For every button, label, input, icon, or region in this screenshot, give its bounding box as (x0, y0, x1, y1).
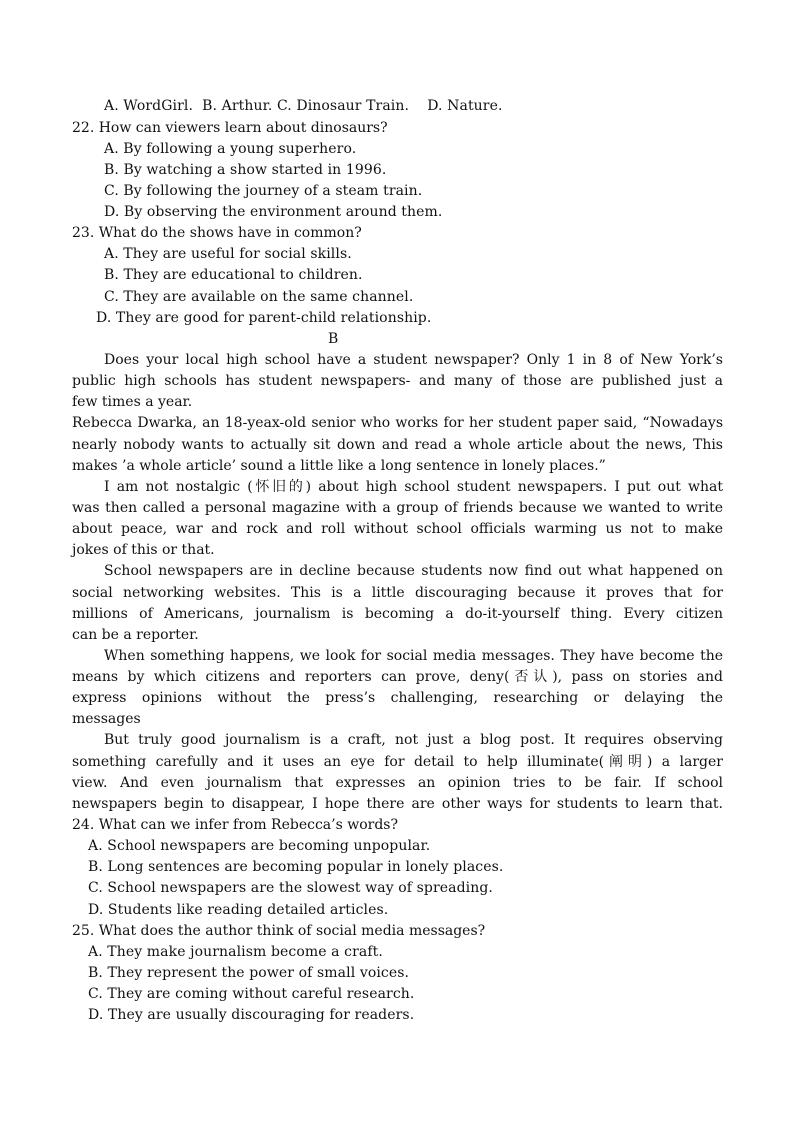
passage-line: newspapers begin to disappear, I hope there are other ways for students to learn that. (72, 796, 723, 812)
passage-line: view. And even journalism that expresses an opinion tries to be fair. If school (72, 775, 723, 791)
passage-line: I am not nostalgic (怀旧的) about high school student newspapers. I put out what (104, 479, 723, 495)
q25-option-c: C. They are coming without careful research. (88, 986, 415, 1002)
q24-option-a: A. School newspapers are becoming unpopular. (88, 838, 431, 854)
q24-option-c: C. School newspapers are the slowest way of spreading. (88, 880, 493, 896)
q23-option-b: B. They are educational to children. (104, 267, 363, 283)
q24-option-b: B. Long sentences are becoming popular in lonely places. (88, 859, 504, 875)
passage-line: messages (72, 711, 141, 727)
q25-option-a: A. They make journalism become a craft. (88, 944, 383, 960)
passage-line: When something happens, we look for social media messages. They have become the (104, 648, 723, 664)
passage-line: something carefully and it uses an eye for detail to help illuminate(阐明) a larger (72, 754, 723, 770)
q22-question: 22. How can viewers learn about dinosaurs? (72, 120, 388, 136)
q22-option-d: D. By observing the environment around them. (104, 204, 443, 220)
passage-line: Does your local high school have a student newspaper? Only 1 in 8 of New York’s (104, 352, 723, 368)
passage-line: Rebecca Dwarka, an 18-yeax-old senior who works for her student paper said, “Nowadays (72, 415, 723, 431)
q23-option-c: C. They are available on the same channel. (104, 289, 414, 305)
q23-option-d: D. They are good for parent-child relationship. (96, 310, 432, 326)
passage-line: nearly nobody wants to actually sit down and read a whole article about the news, This (72, 437, 723, 453)
passage-line: means by which citizens and reporters can prove, deny(否认), pass on stories and (72, 669, 723, 685)
q24-question: 24. What can we infer from Rebecca’s words? (72, 817, 398, 833)
passage-line: makes ’a whole article’ sound a little like a long sentence in lonely places.” (72, 458, 606, 474)
q23-question: 23. What do the shows have in common? (72, 225, 362, 241)
passage-line: But truly good journalism is a craft, not just a blog post. It requires observing (104, 732, 723, 748)
passage-line: few times a year. (72, 394, 193, 410)
passage-line: was then called a personal magazine with a group of friends because we wanted to write (72, 500, 723, 516)
q21-option-d: D. Nature. (427, 98, 503, 114)
q21-option-c: C. Dinosaur Train. (276, 98, 410, 114)
section-b-heading: B (328, 331, 339, 347)
q22-option-b: B. By watching a show started in 1996. (104, 162, 387, 178)
q25-option-b: B. They represent the power of small voices. (88, 965, 410, 981)
q21-option-b: B. Arthur. (202, 98, 273, 114)
passage-line: public high schools has student newspapers- and many of those are published just a (72, 373, 723, 389)
passage-line: School newspapers are in decline because students now find out what happened on (104, 563, 723, 579)
q25-question: 25. What does the author think of social media messages? (72, 923, 486, 939)
q25-option-d: D. They are usually discouraging for readers. (88, 1007, 415, 1023)
q21-options-line (104, 96, 503, 117)
q22-option-c: C. By following the journey of a steam train. (104, 183, 423, 199)
passage-line: can be a reporter. (72, 627, 199, 643)
q22-option-a: A. By following a young superhero. (104, 141, 357, 157)
passage-line: express opinions without the press’s challenging, researching or delaying the (72, 690, 723, 706)
q21-option-a: A. WordGirl. (104, 98, 194, 114)
passage-line: social networking websites. This is a little discouraging because it proves that for (72, 585, 723, 601)
q24-option-d: D. Students like reading detailed articles. (88, 902, 389, 918)
q23-option-a: A. They are useful for social skills. (104, 246, 352, 262)
passage-line: about peace, war and rock and roll without school officials warming us not to make (72, 521, 723, 537)
passage-line: millions of Americans, journalism is becoming a do-it-yourself thing. Every citizen (72, 606, 723, 622)
passage-line: jokes of this or that. (72, 542, 215, 558)
